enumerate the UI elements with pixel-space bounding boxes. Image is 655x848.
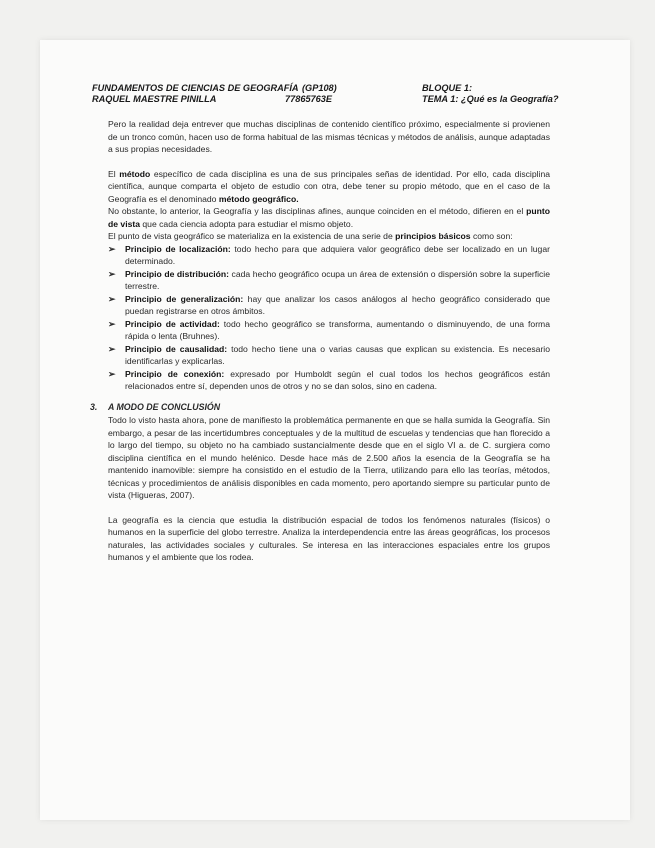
text-run: específico de cada disciplina es una de sus principales señas de identidad. Por ello, cada disciplina científica, aunque comparta el objeto de estudio con otra, debe tener su propio método, que en el caso de la Geografía es el denominado: [108, 168, 550, 204]
list-item: [108, 268, 550, 293]
text-run: El punto de vista geográfico se materializa en la existencia de una serie de: [108, 231, 396, 241]
viewpoint-paragraph: [108, 205, 550, 230]
principle-text: todo hecho para que adquiera valor geográfico debe ser localizado en un lugar determinado.: [125, 243, 550, 266]
arrow-bullet-icon: ➢: [108, 268, 116, 279]
principle-text: cada hecho geográfico ocupa un área de extensión o dispersión sobre la superficie terrestre.: [125, 268, 550, 291]
method-paragraph: [108, 168, 550, 206]
arrow-bullet-icon: ➢: [108, 243, 116, 254]
list-item: [108, 343, 550, 368]
geographic-method-term: método geográfico.: [218, 193, 299, 204]
course-title: FUNDAMENTOS DE CIENCIAS DE GEOGRAFÍA: [92, 83, 299, 93]
list-item: [108, 243, 550, 268]
principle-name: Principio de distribución:: [125, 268, 229, 279]
conclusion-paragraph: Todo lo visto hasta ahora, pone de manifiesto la problemática permanente en que se halla sumida la Geografía. Sin embargo, a pesar de las incertidumbres conceptuales y de la multitud de escuelas y tendencias que han florecido a lo largo del tiempo, su objeto no ha cambiado sustancialmente desde que en el siglo VI a. de C. surgiera como disciplina científica en el mundo helénico. Desde hace más de 2.500 años la esencia de la Geografía se ha mantenido inamovible: siempre ha consistido en el estudio de la Tierra, utilizando para ello las teorías, métodos, técnicas y procedimientos de análisis disponibles en cada momento, pero aportando siempre su particular punto de vista (Higueras, 2007).: [108, 415, 550, 500]
list-item: [108, 318, 550, 343]
text-run: como son:: [470, 231, 513, 241]
section-number: 3.: [90, 401, 98, 412]
principle-text: expresado por Humboldt según el cual todos los hechos geográficos están relacionados entre sí, dependen unos de otros y no se dan solos, sino en cadena.: [125, 368, 550, 391]
principle-name: Principio de localización:: [125, 243, 231, 254]
arrow-bullet-icon: ➢: [108, 318, 116, 329]
principle-text: hay que analizar los casos análogos al hecho geográfico considerado que puedan registrarse en otros ámbitos.: [125, 293, 551, 316]
text-run: El: [108, 168, 120, 179]
principles-intro: [108, 230, 550, 243]
list-item: [108, 368, 550, 393]
text-run: No obstante, lo anterior, la Geografía y las disciplinas afines, aunque coinciden en el método, difieren en el: [108, 206, 527, 216]
intro-paragraph: Pero la realidad deja entrever que muchas disciplinas de contenido científico próximo, especialmente si provienen de un tronco común, hacen uso de forma habitual de las mismas técnicas y métodos de análisis, aunque adaptadas a sus propias necesidades.: [108, 119, 550, 154]
topic-title: TEMA 1: ¿Qué es la Geografía?: [422, 94, 559, 104]
principle-name: Principio de actividad:: [125, 318, 220, 329]
block-label: BLOQUE 1:: [422, 83, 473, 93]
definition-paragraph: La geografía es la ciencia que estudia la distribución espacial de todos los fenómenos naturales (físicos) o humanos en la superficie del globo terrestre. Analiza la interdependencia entre las áreas geográficas, los procesos naturales, las actividades sociales y culturales. Se interesa en las interacciones espaciales entre los grupos humanos y el ambiente que los rodea.: [108, 514, 550, 562]
list-item: [108, 293, 550, 318]
text-run: que cada ciencia adopta para estudiar el mismo objeto.: [140, 218, 354, 229]
viewpoint-term: punto de vista: [108, 206, 550, 229]
course-code: (GP108): [302, 83, 337, 93]
method-term: método: [119, 168, 151, 179]
principle-name: Principio de generalización:: [125, 293, 244, 304]
arrow-bullet-icon: ➢: [108, 293, 116, 304]
document-body: [90, 118, 551, 564]
principles-list: [108, 243, 550, 393]
principle-text: todo hecho geográfico se transforma, aumentando o disminuyendo, de una forma rápida o lenta (Bruhnes).: [125, 318, 550, 341]
section-heading: [90, 401, 550, 414]
arrow-bullet-icon: ➢: [108, 343, 116, 354]
arrow-bullet-icon: ➢: [108, 368, 116, 379]
principle-name: Principio de causalidad:: [125, 343, 228, 354]
author-name: RAQUEL MAESTRE PINILLA: [92, 94, 217, 104]
author-id: 77865763E: [285, 94, 333, 104]
principle-text: todo hecho tiene una o varias causas que explican su existencia. Es necesario identificarlas y explicarlas.: [125, 343, 550, 366]
section-title: A MODO DE CONCLUSIÓN: [108, 401, 221, 412]
page-header: [92, 83, 562, 105]
principle-name: Principio de conexión:: [125, 368, 225, 379]
basic-principles-term: principios básicos: [395, 231, 471, 241]
